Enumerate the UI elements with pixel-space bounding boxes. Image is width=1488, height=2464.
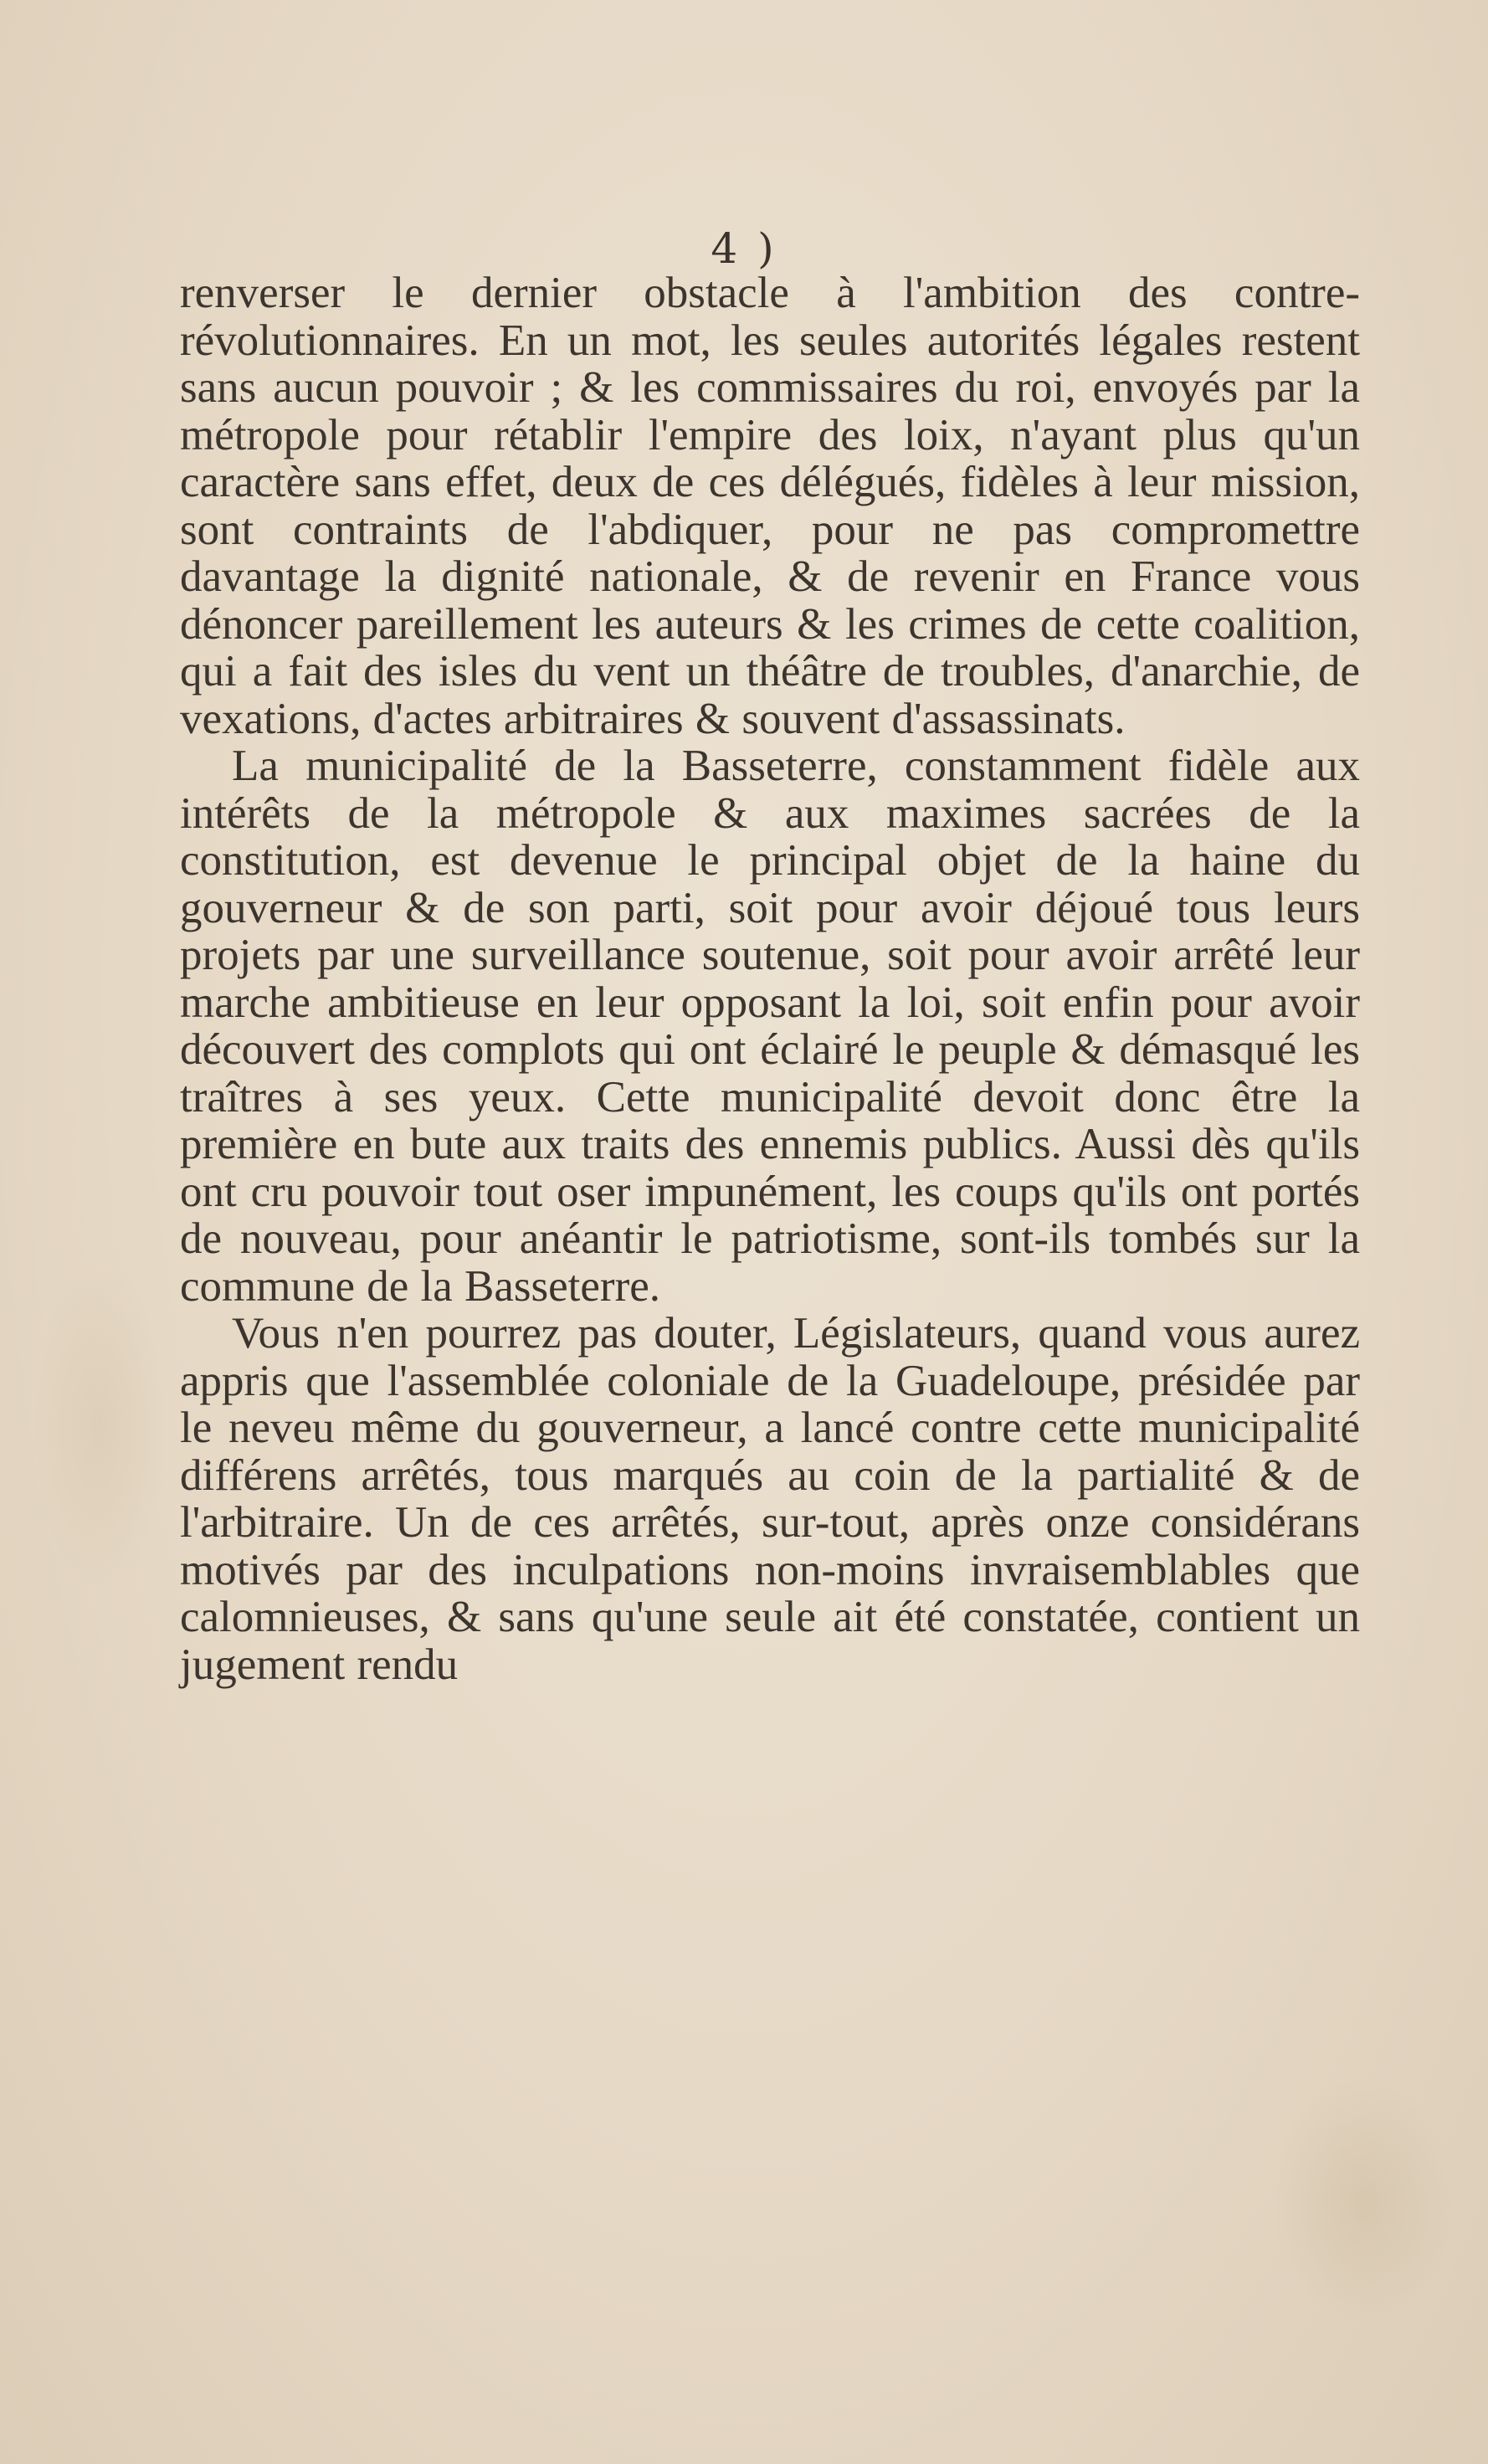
- paper-stain: [33, 1255, 167, 1590]
- body-text: [180, 270, 1360, 1688]
- paragraph-municipalite: La municipalité de la Basseterre, constamment fidèle aux intérêts de la métropole & aux maximes sacrées de la constitution, est devenue le principal objet de la haine du gouverneur & de son parti, soit pour avoir déjoué tous leurs projets par une surveillance soutenue, soit pour avoir arrêté leur marche ambitieuse en leur opposant la loi, soit enfin pour avoir découvert des complots qui ont éclairé le peuple & démasqué les traîtres à ses yeux. Cette municipalité devoit donc être la première en bute aux traits des ennemis publics. Aussi dès qu'ils ont cru pouvoir tout oser impunément, les coups qu'ils ont portés de nouveau, pour anéantir le patriotisme, sont-ils tombés sur la commune de la Basseterre.: [180, 742, 1360, 1311]
- paragraph-continuation: renverser le dernier obstacle à l'ambition des contre-révolutionnaires. En un mot, les seules autorités légales restent sans aucun pouvoir ; & les commissaires du roi, envoyés par la métropole pour rétablir l'empire des loix, n'ayant plus qu'un caractère sans effet, deux de ces délégués, fidèles à leur mission, sont contraints de l'abdiquer, pour ne pas compromettre davantage la dignité nationale, & de revenir en France vous dénoncer pareillement les auteurs & les crimes de cette coalition, qui a fait des isles du vent un théâtre de troubles, d'anarchie, de vexations, d'actes arbitraires & souvent d'assassinats.: [180, 269, 1360, 743]
- page-number-header: 4 ): [711, 224, 777, 273]
- paper-stain: [1272, 2076, 1456, 2327]
- paragraph-legislateurs: Vous n'en pourrez pas douter, Législateurs, quand vous aurez appris que l'assemblée coloniale de la Guadeloupe, présidée par le neveu même du gouverneur, a lancé contre cette municipalité différens arrêtés, tous marqués au coin de la partialité & de l'arbitraire. Un de ces arrêtés, sur-tout, après onze considérans motivés par des inculpations non-moins invraisemblables que calomnieuses, & sans qu'une seule ait été constatée, contient un jugement rendu: [180, 1309, 1360, 1689]
